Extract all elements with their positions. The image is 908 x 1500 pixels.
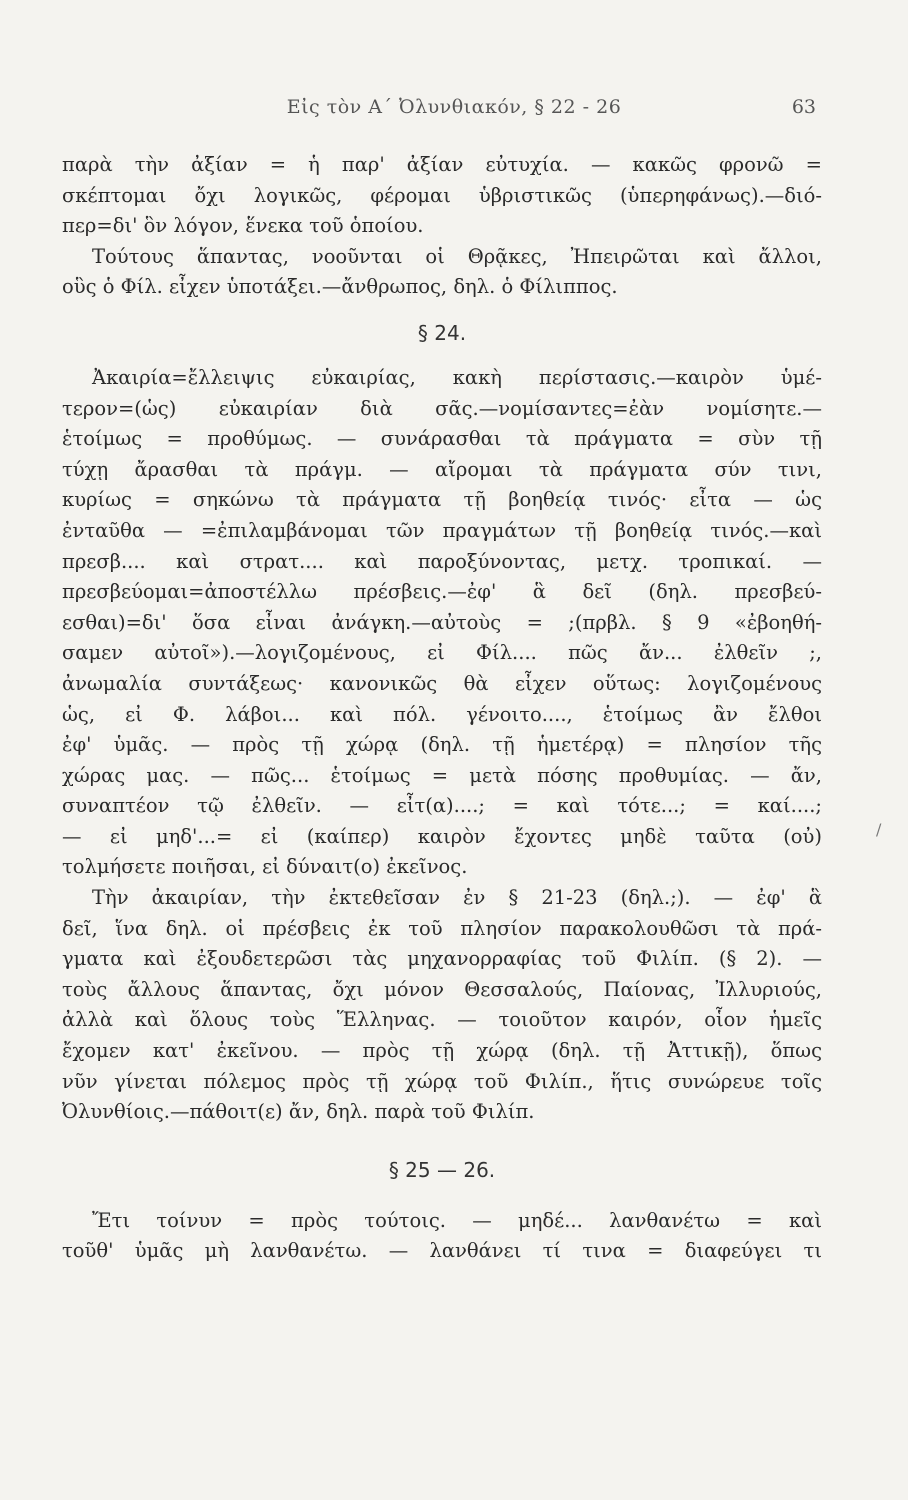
text-line: Ὀλυνθίοις.—πάθοιτ(ε) ἄν, δηλ. παρὰ τοῦ Φιλίπ. (62, 1100, 535, 1124)
text-line: περ=δι' ὃν λόγον, ἕνεκα τοῦ ὁποίου. (62, 214, 424, 238)
text-line: ἀνωμαλία συντάξεως· κανονικῶς θὰ εἶχεν οὕτως: λογιζομένους (62, 671, 822, 695)
text-line: ἑτοίμως = προθύμως. — συνάρασθαι τὰ πράγματα = σὺν τῇ (62, 427, 822, 451)
text-line: τοὺς ἄλλους ἅπαντας, ὄχι μόνον Θεσσαλούς, Παίονας, Ἰλλυριούς, (62, 977, 822, 1001)
text-line: τύχῃ ἄρασθαι τὰ πράγμ. — αἴρομαι τὰ πράγματα σύν τινι, (62, 457, 822, 481)
text-line: ἔχομεν κατ' ἐκεῖνου. — πρὸς τῇ χώρᾳ (δηλ. τῇ Ἀττικῇ), ὅπως (62, 1039, 822, 1063)
text-line: συναπτέον τῷ ἐλθεῖν. — εἶτ(α)....; = καὶ τότε...; = καί....; (62, 794, 822, 818)
text-line: οὓς ὁ Φίλ. εἶχεν ὑποτάξει.—ἄνθρωπος, δηλ. ὁ Φίλιππος. (62, 275, 618, 299)
text-line: νῦν γίνεται πόλεμος πρὸς τῇ χώρᾳ τοῦ Φιλίπ., ἥτις συνώρευε τοῖς (62, 1069, 822, 1093)
text-line: τερον=(ὡς) εὐκαιρίαν διὰ σᾶς.—νομίσαντες=ἐὰν νομίσητε.— (62, 396, 822, 420)
margin-mark: / (876, 820, 882, 839)
text-line: Τούτους ἅπαντας, νοοῦνται οἱ Θρᾷκες, Ἠπειρῶται καὶ ἄλλοι, (92, 244, 822, 268)
text-line: τολμήσετε ποιῆσαι, εἰ δύναιτ(ο) ἐκεῖνος. (62, 855, 468, 879)
text-line: Ἔτι τοίνυν = πρὸς τούτοις. — μηδέ... λανθανέτω = καὶ (92, 1208, 822, 1232)
text-line: κυρίως = σηκώνω τὰ πράγματα τῇ βοηθείᾳ τινός· εἶτα — ὡς (62, 488, 822, 512)
text-line: — εἰ μηδ'...= εἰ (καίπερ) καιρὸν ἔχοντες μηδὲ ταῦτα (οὐ) (62, 824, 822, 848)
text-line: ἐνταῦθα — =ἐπιλαμβάνομαι τῶν πραγμάτων τῇ βοηθείᾳ τινός.—καὶ (62, 518, 822, 542)
text-line: σκέπτομαι ὄχι λογικῶς, φέρομαι ὑβριστικῶς (ὑπερηφάνως).—διό- (62, 183, 822, 207)
running-head (0, 96, 908, 136)
text-line: ὡς, εἰ Φ. λάβοι... καὶ πόλ. γένοιτο...., ἑτοίμως ἂν ἔλθοι (62, 702, 822, 726)
text-line: Τὴν ἀκαιρίαν, τὴν ἐκτεθεῖσαν ἐν § 21-23 (δηλ.;). — ἐφ' ἃ (92, 886, 822, 910)
running-title: Εἰς τὸν Α΄ Ὀλυνθιακόν, § 22 - 26 (286, 96, 622, 118)
commentary-text (62, 150, 822, 1267)
paragraph-block-2 (62, 363, 822, 1128)
section-heading-24: § 24. (417, 320, 467, 345)
text-line: γματα καὶ ἐξουδετερῶσι τὰς μηχανορραφίας τοῦ Φιλίπ. (§ 2). — (62, 947, 822, 971)
text-line: τοῦθ' ὑμᾶς μὴ λανθανέτω. — λανθάνει τί τινα = διαφεύγει τι (62, 1239, 822, 1263)
text-line: παρὰ τὴν ἀξίαν = ἡ παρ' ἀξίαν εὐτυχία. — κακῶς φρονῶ = (62, 153, 822, 176)
page-number: 63 (791, 96, 816, 118)
text-line: πρεσβεύομαι=ἀποστέλλω πρέσβεις.—ἐφ' ἃ δεῖ (δηλ. πρεσβεύ- (62, 580, 822, 604)
text-line: δεῖ, ἵνα δηλ. οἱ πρέσβεις ἐκ τοῦ πλησίον παρακολουθῶσι τὰ πρά- (62, 916, 822, 940)
text-line: εσθαι)=δι' ὅσα εἶναι ἀνάγκη.—αὐτοὺς = ;(πρβλ. § 9 «ἐβοηθή- (62, 610, 822, 634)
text-line: πρεσβ.... καὶ στρατ.... καὶ παροξύνοντας, μετχ. τροπικαί. — (62, 549, 822, 573)
section-heading-25-26: § 25 — 26. (388, 1157, 496, 1182)
text-line: ἐφ' ὑμᾶς. — πρὸς τῇ χώρᾳ (δηλ. τῇ ἡμετέρᾳ) = πλησίον τῆς (62, 733, 822, 757)
text-line: Ἀκαιρία=ἔλλειψις εὐκαιρίας, κακὴ περίστασις.—καιρὸν ὑμέ- (92, 365, 822, 389)
text-line: χώρας μας. — πῶς... ἑτοίμως = μετὰ πόσης προθυμίας. — ἄν, (62, 763, 822, 787)
paragraph-block-1 (62, 150, 822, 303)
text-line: ἀλλὰ καὶ ὅλους τοὺς Ἕλληνας. — τοιοῦτον καιρόν, οἷον ἡμεῖς (62, 1008, 822, 1032)
paragraph-block-3 (62, 1206, 822, 1267)
text-line: σαμεν αὐτοῖ»).—λογιζομένους, εἰ Φίλ.... πῶς ἄν... ἐλθεῖν ;, (62, 641, 822, 665)
